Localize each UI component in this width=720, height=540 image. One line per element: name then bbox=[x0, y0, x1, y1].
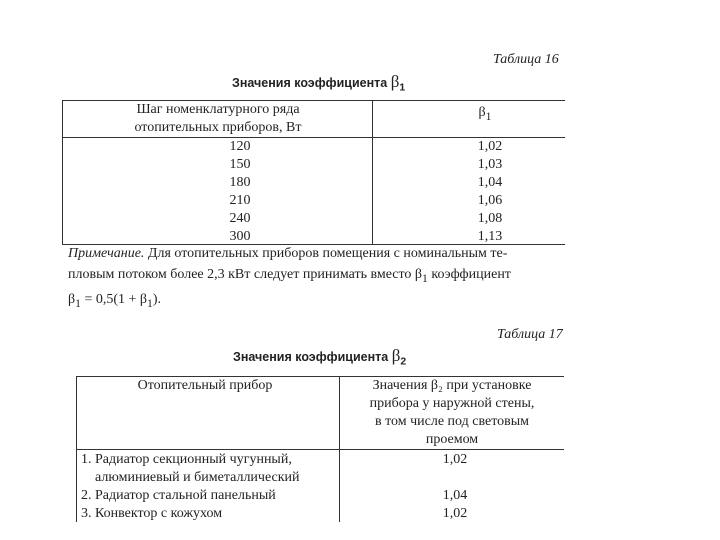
table-cell-value: 1,02 bbox=[442, 506, 468, 521]
table17-value-column bbox=[410, 451, 500, 523]
header-line: Значения β₂ при установке bbox=[372, 378, 532, 393]
table-cell-step: 240 bbox=[229, 211, 251, 226]
table-cell-beta: 1,08 bbox=[477, 211, 503, 226]
table17-device-column bbox=[81, 451, 339, 523]
note-text: β bbox=[68, 291, 76, 307]
note-subscript: 1 bbox=[422, 271, 428, 285]
header-subscript: 1 bbox=[485, 109, 492, 123]
table-cell-step: 180 bbox=[229, 175, 251, 190]
table16-note bbox=[68, 243, 563, 314]
table17-title-text: Значения коэффициента bbox=[233, 350, 392, 364]
table-cell-spacer bbox=[410, 469, 500, 487]
table-cell-device: 1. Радиатор секционный чугунный, bbox=[81, 452, 292, 467]
note-text: = 0,5(1 + β bbox=[80, 291, 148, 307]
table-cell-beta: 1,13 bbox=[477, 229, 503, 244]
table17-left-rule bbox=[76, 376, 77, 522]
header-line: прибора у наружной стены, bbox=[369, 396, 535, 411]
header-line: Отопительный прибор bbox=[137, 378, 273, 393]
table-cell-beta: 1,03 bbox=[477, 157, 503, 172]
table16-caption: Таблица 16 bbox=[493, 52, 559, 67]
table16-header-col2 bbox=[440, 104, 530, 126]
beta-symbol: β bbox=[391, 346, 401, 365]
table16-left-rule bbox=[62, 100, 63, 244]
table-cell-step: 300 bbox=[229, 229, 251, 244]
table-cell-value: 1,02 bbox=[442, 452, 468, 467]
note-text: коэффициент bbox=[427, 267, 511, 282]
note-subscript: 1 bbox=[147, 296, 153, 310]
table-cell-beta: 1,06 bbox=[477, 193, 503, 208]
table16-beta-column bbox=[450, 138, 530, 246]
table17-header-col2 bbox=[342, 377, 562, 449]
title-subscript: 2 bbox=[400, 356, 407, 368]
table-cell-step: 210 bbox=[229, 193, 251, 208]
table-cell-value: 1,04 bbox=[442, 488, 468, 503]
table16-step-column bbox=[200, 138, 280, 246]
table-cell-device: 3. Конвектор с кожухом bbox=[81, 506, 223, 521]
table-cell-beta: 1,04 bbox=[477, 175, 503, 190]
table17-header-col1 bbox=[90, 377, 320, 395]
table16-title-text: Значения коэффициента bbox=[232, 76, 391, 90]
table-cell-device: 2. Радиатор стальной панельный bbox=[81, 488, 276, 503]
note-text: пловым потоком более 2,3 кВт следует принимать вместо β bbox=[68, 267, 423, 282]
title-subscript: 1 bbox=[399, 82, 406, 94]
beta-symbol: β bbox=[390, 72, 400, 91]
table16-col-divider bbox=[372, 100, 373, 244]
note-line bbox=[68, 289, 563, 314]
table16-title bbox=[232, 72, 405, 94]
table17-header-rule bbox=[76, 449, 564, 450]
header-line: в том числе под световым bbox=[374, 414, 530, 429]
note-label: Примечание. bbox=[68, 246, 145, 261]
header-line: проемом bbox=[425, 432, 479, 447]
note-line bbox=[68, 243, 563, 264]
note-text: ). bbox=[152, 291, 162, 307]
table-cell-step: 150 bbox=[229, 157, 251, 172]
note-line bbox=[68, 264, 563, 289]
table17-title bbox=[233, 346, 406, 368]
table-cell-device: алюминиевый и биметаллический bbox=[95, 470, 300, 485]
table-cell-step: 120 bbox=[229, 139, 251, 154]
table17-caption: Таблица 17 bbox=[497, 327, 563, 342]
beta-symbol: β bbox=[478, 105, 486, 120]
table17-col-divider bbox=[339, 376, 340, 522]
table16-header-col1 bbox=[100, 101, 336, 137]
note-text: Для отопительных приборов помещения с номинальным те- bbox=[144, 246, 508, 261]
header-line: отопительных приборов, Вт bbox=[134, 120, 302, 135]
header-line: Шаг номенклатурного ряда bbox=[136, 102, 300, 117]
note-subscript: 1 bbox=[75, 296, 81, 310]
table-cell-beta: 1,02 bbox=[477, 139, 503, 154]
